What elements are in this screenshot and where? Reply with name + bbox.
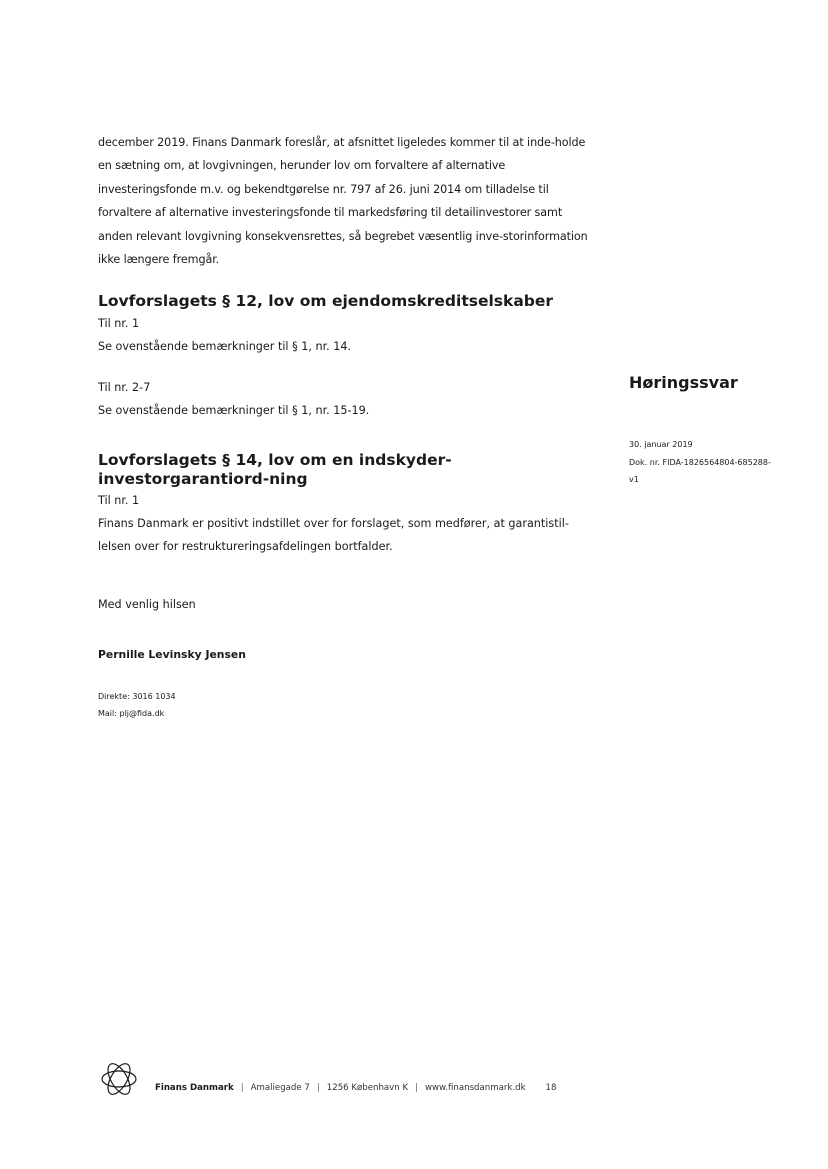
sidebar-date: 30. januar 2019 [629,440,693,449]
footer-separator: | [316,1083,320,1093]
footer-website-link[interactable]: www.finansdanmark.dk [424,1083,526,1093]
sidebar-doc-number: Dok. nr. FIDA-1826564804-685288- [629,457,771,467]
footer-brand: Finans Danmark [155,1083,234,1093]
intro-paragraph: december 2019. Finans Danmark foreslår, at afsnittet ligeledes kommer til at inde-holde en sætning om, at lovgivningen, herunder lov om forvaltere af alternative investeringsfonde m.v. og bekendtgørelse nr. 797 af 26. juni 2014 om tilladelse til forvaltere af alternative investeringsfonde til markedsføring til detailinvestorer samt anden relevant lovgivning konsekvensrettes, så begrebet væsentlig inve-storinformation ikke længere fremgår. [98,136,588,267]
section-14-heading: Lovforslagets § 14, lov om en indskyder- investorgarantiord-ning [98,451,452,488]
contact-block [98,688,176,722]
footer-separator: | [415,1083,418,1093]
section-12-heading: Lovforslagets § 12, lov om ejendomskreditselskaber [98,292,554,310]
footer-separator: | [240,1083,244,1093]
section-12-item-2-label: Til nr. 2-7 [98,381,151,394]
section-14-item-1 [98,489,588,558]
section-14-item-1-text: Finans Danmark er positivt indstillet over for forslaget, som medfører, at garantistil-lelsen over for restruktureringsafdelingen bortfalder. [98,517,569,553]
contact-mail: Mail: plj@fida.dk [98,709,165,718]
sidebar-title: Høringssvar [629,373,738,392]
sidebar-meta [629,436,799,489]
closing-greeting: Med venlig hilsen [98,598,196,611]
contact-direct: Direkte: 3016 1034 [98,692,176,701]
sidebar-doc-version: v1 [629,475,639,484]
section-12-item-2 [98,376,598,422]
page-number: 18 [545,1083,557,1093]
section-12-item-1 [98,312,598,358]
section-14-item-1-label: Til nr. 1 [98,494,140,507]
signer-name: Pernille Levinsky Jensen [98,648,246,661]
section-12-item-1-label: Til nr. 1 [98,317,140,330]
finans-danmark-logo-icon [99,1057,139,1101]
section-12-item-2-text: Se ovenstående bemærkninger til § 1, nr. 15-19. [98,404,370,417]
footer [155,1083,556,1093]
footer-address: Amaliegade 7 [250,1083,310,1093]
footer-city: 1256 København K [326,1083,409,1093]
section-12-item-1-text: Se ovenstående bemærkninger til § 1, nr. 14. [98,340,352,353]
